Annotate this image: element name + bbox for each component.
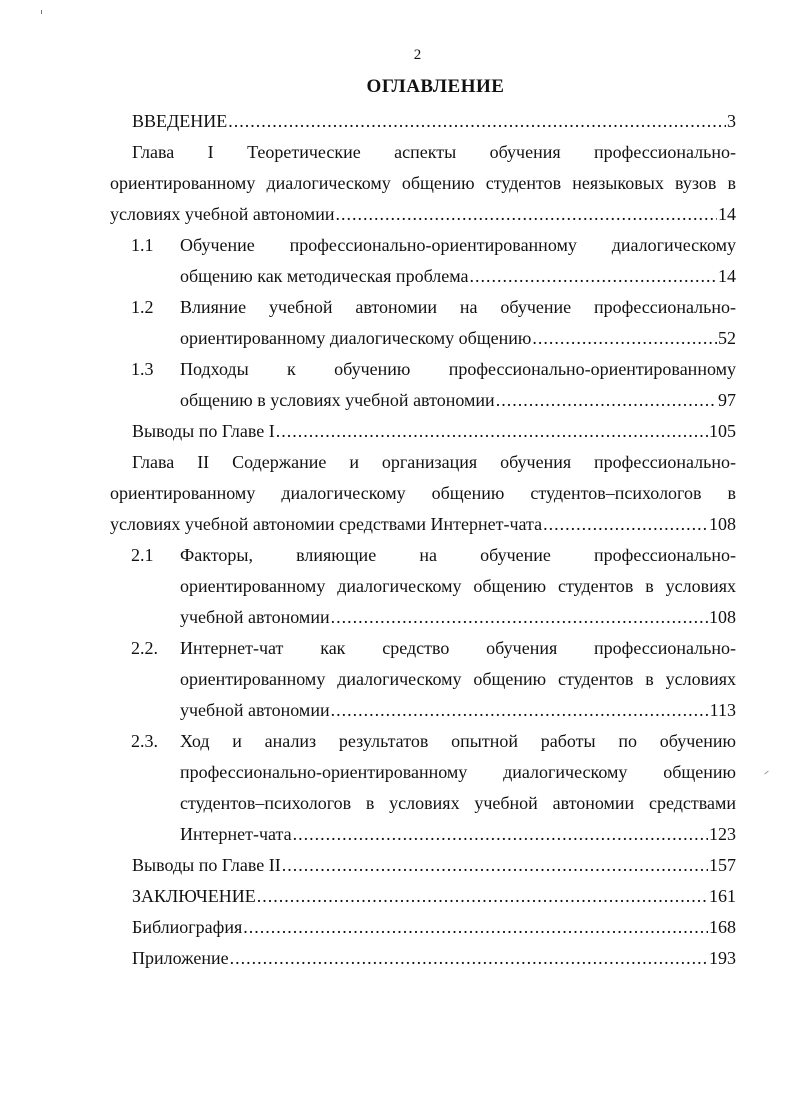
toc-page-number: 161 [709,886,736,906]
toc-page-number: 108 [709,514,736,534]
toc-entry-line: Факторы, влияющие на обучение профессионально- [180,545,736,565]
dot-leader [335,199,717,230]
toc-entry-line: профессионально-ориентированному диалогическому общению [180,762,736,782]
toc-entry-label: Выводы по Главе II [132,855,281,875]
section-number: 2.3. [131,731,158,751]
toc-entry-section-1-2 [110,292,736,354]
toc-entry-conclusions-chapter-1 [110,416,736,447]
toc-entry-line: Глава I Теоретические аспекты обучения профессионально- [132,142,736,162]
dot-leader [331,602,708,633]
dot-leader [293,819,708,850]
toc-page-number: 105 [709,421,736,441]
section-number: 2.2. [131,638,158,658]
toc-entry-line: Глава II Содержание и организация обучения профессионально- [132,452,736,472]
toc-page-number: 168 [709,917,736,937]
toc-page-number: 193 [709,948,736,968]
section-number: 1.1 [131,235,154,255]
dot-leader [282,850,708,881]
page-title: ОГЛАВЛЕНИЕ [366,76,505,97]
toc-entry-chapter-1 [110,137,736,230]
toc-page-number: 52 [718,328,736,348]
toc-entry-line: ориентированному диалогическому общению студентов неязыковых вузов в [110,173,736,193]
dot-leader [543,509,708,540]
dot-leader [496,385,717,416]
toc-entry-section-1-1 [110,230,736,292]
scan-mark [764,771,768,775]
toc-entry-line: ориентированному диалогическому общению студентов в условиях [180,669,736,689]
toc-entry-line: условиях учебной автономии средствами Интернет-чата [110,514,543,534]
toc-entry-section-2-2 [110,633,736,726]
toc-page-number: 157 [709,855,736,875]
toc-entry-label: Приложение [132,948,229,968]
toc-entry-line: Влияние учебной автономии на обучение профессионально- [180,297,736,317]
toc-page-number: 3 [727,111,736,131]
toc-page-number: 108 [709,607,736,627]
page-number: 2 [413,47,422,63]
toc-entry-line: Ход и анализ результатов опытной работы по обучению [180,731,736,751]
section-number: 1.3 [131,359,154,379]
toc-entry-line: Интернет-чат как средство обучения профессионально- [180,638,736,658]
toc-entry-bibliography [110,912,736,943]
dot-leader [243,912,708,943]
toc-entry-line: Обучение профессионально-ориентированному диалогическому [180,235,736,255]
toc-entry-line: ориентированному диалогическому общению студентов в условиях [180,576,736,596]
toc-page-number: 14 [718,204,736,224]
toc-entry-line: общению как методическая проблема [180,266,469,286]
toc-page-number: 123 [709,824,736,844]
toc-entry-line: ориентированному диалогическому общению студентов–психологов в [110,483,736,503]
table-of-contents [110,106,736,974]
toc-entry-introduction [110,106,736,137]
toc-entry-conclusions-chapter-2 [110,850,736,881]
toc-entry-line: условиях учебной автономии [110,204,335,224]
toc-entry-label: ВВЕДЕНИЕ [132,111,228,131]
toc-entry-line: ориентированному диалогическому общению [180,328,532,348]
dot-leader [257,881,708,912]
toc-entry-appendix [110,943,736,974]
toc-entry-label: Выводы по Главе I [132,421,275,441]
dot-leader [276,416,708,447]
toc-entry-line: Подходы к обучению профессионально-ориентированному [180,359,736,379]
section-number: 1.2 [131,297,154,317]
scan-mark [41,10,42,14]
toc-page-number: 113 [709,700,736,720]
dot-leader [331,695,709,726]
toc-entry-label: ЗАКЛЮЧЕНИЕ [132,886,256,906]
toc-entry-line: студентов–психологов в условиях учебной автономии средствами [180,793,736,813]
toc-page-number: 97 [718,390,736,410]
dot-leader [230,943,708,974]
toc-page-number: 14 [718,266,736,286]
toc-entry-label: Библиография [132,917,243,937]
toc-entry-line: учебной автономии [180,700,330,720]
toc-entry-section-2-3 [110,726,736,850]
toc-entry-chapter-2 [110,447,736,540]
toc-entry-section-1-3 [110,354,736,416]
dot-leader [470,261,717,292]
toc-entry-line: учебной автономии [180,607,330,627]
toc-entry-line: Интернет-чата [180,824,292,844]
toc-entry-conclusion [110,881,736,912]
dot-leader [228,106,726,137]
toc-entry-line: общению в условиях учебной автономии [180,390,495,410]
dot-leader [532,323,717,354]
section-number: 2.1 [131,545,154,565]
toc-entry-section-2-1 [110,540,736,633]
